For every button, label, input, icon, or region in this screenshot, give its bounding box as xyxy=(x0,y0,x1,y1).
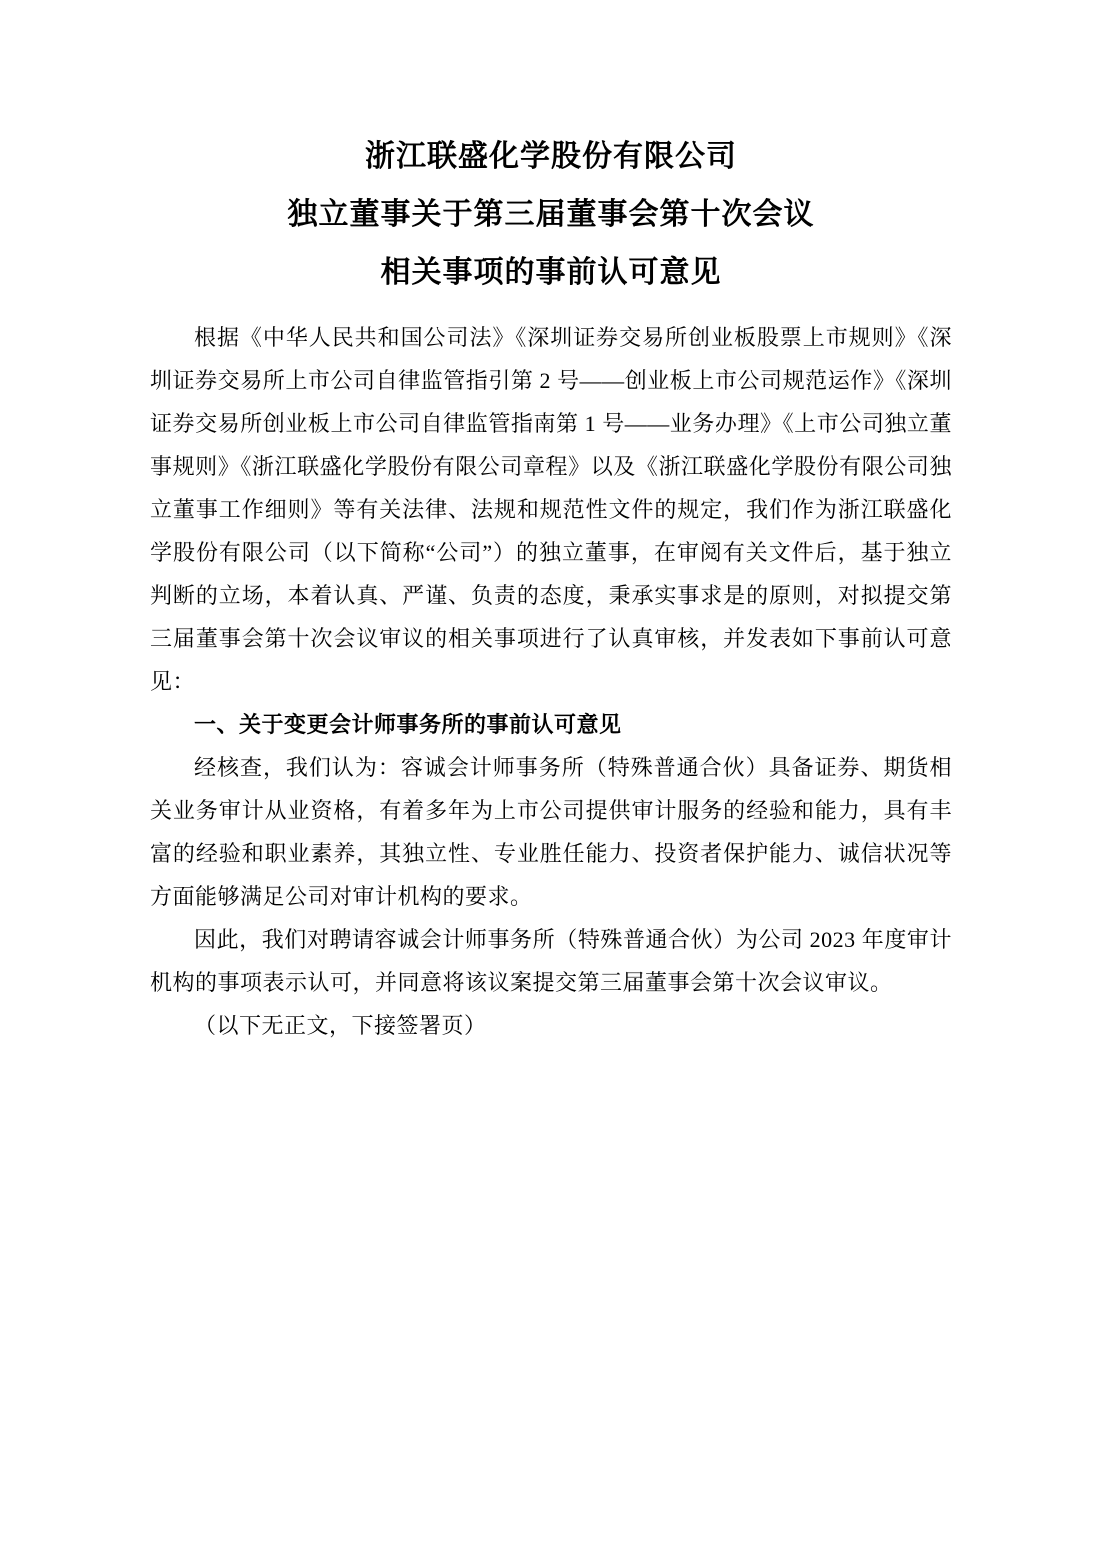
document-title xyxy=(150,128,952,302)
paragraph-signature-page-note: （以下无正文，下接签署页） xyxy=(194,1013,487,1038)
title-line-opinion-type: 相关事项的事前认可意见 xyxy=(380,256,722,289)
title-line-company-name: 浙江联盛化学股份有限公司 xyxy=(365,140,737,173)
section-heading-change-of-auditor: 一、关于变更会计师事务所的事前认可意见 xyxy=(194,712,622,737)
document-body xyxy=(150,316,952,1047)
title-line-subject: 独立董事关于第三届董事会第十次会议 xyxy=(287,198,815,231)
paragraph-legal-basis: 根据《中华人民共和国公司法》《深圳证券交易所创业板股票上市规则》《深圳证券交易所上市公司自律监管指引第 2 号——创业板上市公司规范运作》《深圳证券交易所创业板上市公司自律监管指南第 1 号——业务办理》《上市公司独立董事规则》《浙江联盛化学股份有限公司章程》以及《浙江联盛化学股份有限公司独立董事工作细则》等有关法律、法规和规范性文件的规定，我们作为浙江联盛化学股份有限公司（以下简称“公司”）的独立董事，在审阅有关文件后，基于独立判断的立场，本着认真、严谨、负责的态度，秉承实事求是的原则，对拟提交第三届董事会第十次会议审议的相关事项进行了认真审核，并发表如下事前认可意见： xyxy=(150,325,952,694)
paragraph-auditor-qualification-opinion: 经核查，我们认为：容诚会计师事务所（特殊普通合伙）具备证券、期货相关业务审计从业资格，有着多年为上市公司提供审计服务的经验和能力，具有丰富的经验和职业素养，其独立性、专业胜任能力、投资者保护能力、诚信状况等方面能够满足公司对审计机构的要求。 xyxy=(150,755,952,909)
paragraph-conclusion: 因此，我们对聘请容诚会计师事务所（特殊普通合伙）为公司 2023 年度审计机构的事项表示认可，并同意将该议案提交第三届董事会第十次会议审议。 xyxy=(150,927,952,995)
